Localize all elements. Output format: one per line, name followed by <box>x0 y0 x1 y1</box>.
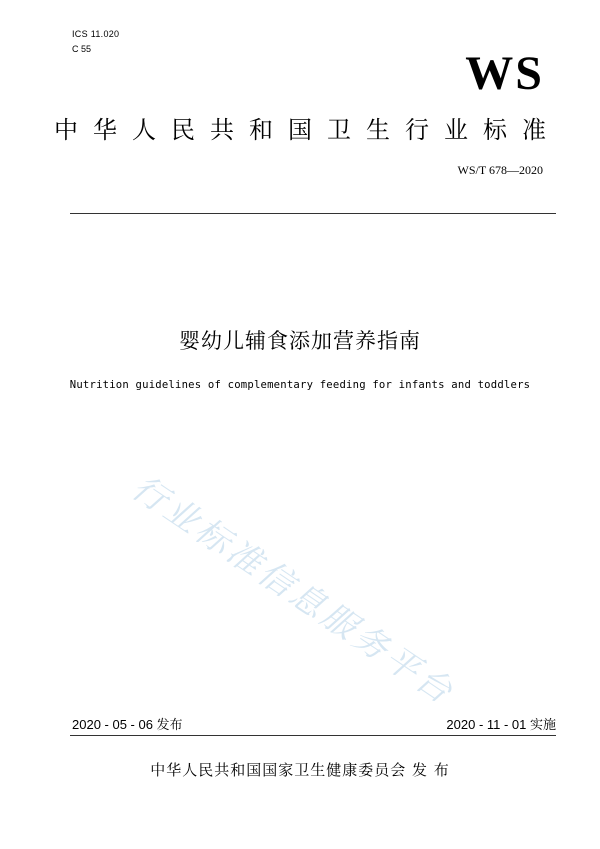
ws-logo: WS <box>465 47 544 100</box>
bottom-divider <box>70 735 556 736</box>
ics-code: ICS 11.020 <box>72 29 120 39</box>
issue-date: 2020 - 05 - 06 发布 <box>72 717 183 732</box>
top-divider <box>70 213 556 214</box>
document-title-en: Nutrition guidelines of complementary feeding for infants and toddlers <box>69 379 531 391</box>
standard-number: WS/T 678—2020 <box>457 163 543 177</box>
org-title: 中华人民共和国卫生行业标准 <box>54 116 561 144</box>
classification-code: C 55 <box>72 44 92 54</box>
watermark: 行业标准信息服务平台 <box>124 467 462 714</box>
implementation-date: 2020 - 11 - 01 实施 <box>446 717 556 732</box>
issuing-authority: 中华人民共和国国家卫生健康委员会 发 布 <box>150 761 450 779</box>
document-title-zh: 婴幼儿辅食添加营养指南 <box>179 329 421 353</box>
